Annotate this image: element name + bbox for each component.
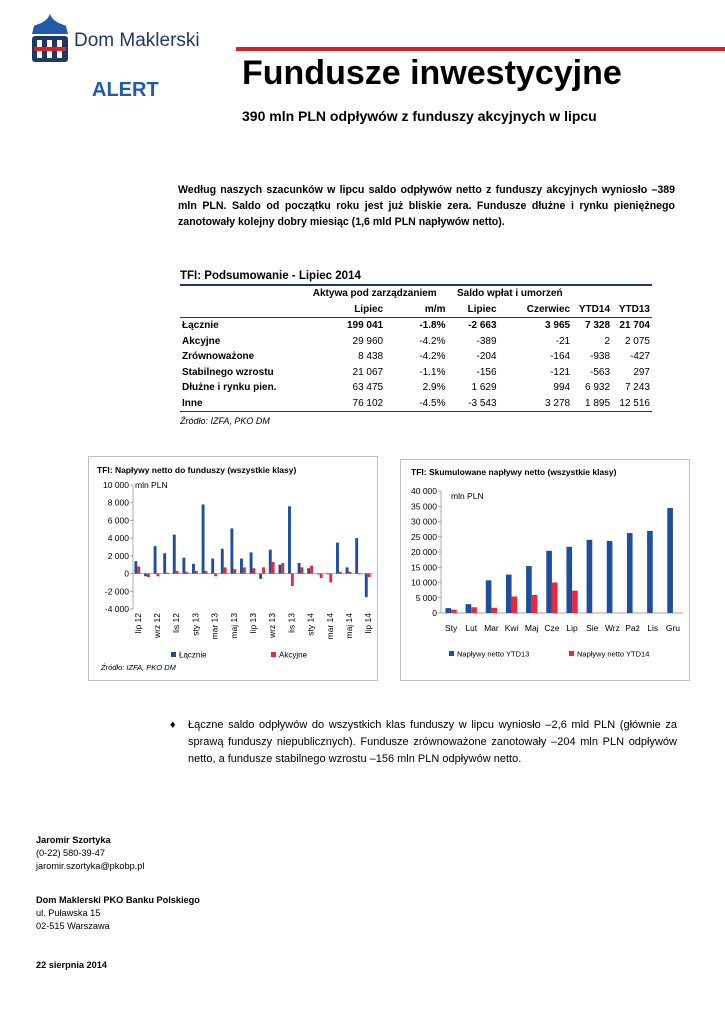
bar-napływy-netto-ytd14 (572, 591, 578, 613)
bar-akcyjne (320, 574, 323, 578)
bar-napływy-netto-ytd13 (526, 566, 532, 613)
bar-napływy-netto-ytd13 (667, 508, 673, 613)
x-tick-label: Gru (665, 623, 681, 633)
bar-akcyjne (291, 574, 294, 586)
bar-napływy-netto-ytd13 (445, 608, 451, 613)
y-tick-label: 0 (432, 608, 437, 618)
bar-łącznie (240, 559, 243, 574)
chart-net-flows-svg (89, 457, 377, 680)
chart-cumulative-flows-svg (401, 460, 689, 680)
brand-name: Dom Maklerski (74, 30, 200, 51)
y-tick-label: 2 000 (107, 550, 129, 561)
x-tick-label: lip 14 (363, 613, 374, 634)
y-tick-label: -2 000 (104, 586, 129, 597)
x-tick-label: Sty (444, 623, 458, 633)
bar-napływy-netto-ytd13 (486, 580, 492, 613)
x-tick-label: mar 14 (324, 613, 335, 640)
y-axis-label: mln PLN (451, 491, 484, 501)
table-header: Czerwiec (499, 302, 573, 318)
bar-łącznie (192, 564, 195, 574)
x-tick-label: maj 14 (344, 613, 354, 639)
table-header: m/m (385, 302, 447, 318)
x-tick-label: Sie (586, 623, 599, 633)
x-tick-label: wrz 12 (152, 613, 162, 639)
bar-akcyjne (205, 571, 208, 574)
bar-łącznie (173, 535, 176, 574)
pko-logo-icon (28, 14, 72, 66)
bar-akcyjne (301, 567, 304, 573)
x-tick-label: maj 13 (228, 613, 239, 639)
y-tick-label: 6 000 (107, 515, 129, 526)
bar-akcyjne (185, 572, 188, 574)
x-tick-label: Maj (524, 623, 539, 633)
x-tick-label: Lis (647, 623, 659, 633)
bar-akcyjne (310, 566, 313, 574)
table-row: Łącznie 199 041 -1.8% -2 663 3 965 7 328 21 704 (180, 318, 652, 334)
bar-łącznie (346, 567, 349, 573)
lead-paragraph: Według naszych szacunków w lipcu saldo odpływów netto z funduszy akcyjnych wyniosło –389 mln PLN. Saldo od początku roku jest już bliskie zera. Fundusze dłużne i rynku pieniężnego zanotowały kolejny dobry miesiąc (1,6 mld PLN napływów netto). (178, 184, 675, 228)
bar-łącznie (154, 546, 157, 573)
bar-akcyjne (253, 568, 256, 573)
company-street: ul. Puławska 15 (36, 908, 101, 918)
page-subtitle: 390 mln PLN odpływów z funduszy akcyjnych w lipcu (242, 108, 597, 124)
bullet-paragraph: ♦ Łączne saldo odpływów do wszystkich klas funduszy w lipcu wyniosło –2,6 mld PLN (głównie za sprawą funduszy niepublicznych). Fundusze zrównoważone zanotowały –204 mln PLN odpływów netto, a fundusze stabilnego wzrostu –156 mln PLN odpływów netto. (170, 719, 677, 765)
table-row: Inne 76 102 -4.5% -3 543 3 278 1 895 12 516 (180, 396, 652, 412)
bar-akcyjne (329, 574, 332, 583)
legend-swatch (569, 651, 574, 656)
legend-swatch (171, 652, 176, 657)
bar-akcyjne (214, 574, 217, 577)
bar-akcyjne (358, 574, 361, 575)
legend-label: Łącznie (179, 650, 207, 660)
bar-napływy-netto-ytd14 (532, 595, 538, 613)
y-tick-label: 40 000 (411, 486, 437, 496)
table-row: Dłużne i rynku pien. 63 475 2.9% 1 629 994 6 932 7 243 (182, 382, 650, 394)
chart-source: Źródło: IZFA, PKO DM (101, 663, 176, 672)
bar-łącznie (134, 561, 137, 573)
y-axis-label: mln PLN (135, 480, 168, 490)
bar-łącznie (163, 553, 166, 573)
y-tick-label: 5 000 (415, 592, 437, 603)
bar-łącznie (336, 543, 339, 574)
x-tick-label: Paź (625, 623, 640, 633)
y-tick-label: 0 (124, 568, 129, 579)
table-row: Zrównoważone 8 438 -4.2% -204 -164 -938 -427 (182, 351, 650, 363)
x-tick-label: lis 13 (286, 613, 297, 633)
author-phone: (0-22) 580-39-47 (36, 848, 105, 858)
bar-akcyjne (224, 567, 227, 573)
bar-łącznie (144, 574, 147, 577)
x-tick-label: wrz 13 (267, 613, 278, 639)
summary-table (180, 270, 652, 426)
bar-akcyjne (349, 572, 352, 574)
bar-akcyjne (281, 563, 284, 574)
bar-napływy-netto-ytd13 (587, 540, 593, 613)
y-tick-label: 10 000 (103, 480, 129, 490)
company-name: Dom Maklerski PKO Banku Polskiego (36, 895, 200, 905)
bar-łącznie (298, 563, 301, 574)
x-tick-label: sty 14 (305, 613, 316, 636)
bar-akcyjne (157, 574, 160, 577)
bar-łącznie (307, 568, 310, 573)
table-source: Źródło: IZFA, PKO DM (180, 416, 270, 426)
bar-akcyjne (166, 573, 169, 574)
legend-swatch (271, 652, 276, 657)
chart-title: TFI: Skumulowane napływy netto (wszystkie klasy) (411, 467, 617, 477)
bar-napływy-netto-ytd14 (491, 608, 497, 613)
bar-napływy-netto-ytd13 (607, 541, 613, 613)
x-tick-label: Mar (484, 623, 499, 633)
table-group-flows: Saldo wpłat i umorzeń (456, 288, 563, 300)
x-tick-label: mar 13 (209, 613, 220, 640)
y-tick-label: 20 000 (411, 547, 437, 557)
page-title: Fundusze inwestycyjne (242, 54, 622, 92)
bar-łącznie (202, 504, 205, 573)
bar-napływy-netto-ytd14 (552, 583, 558, 614)
bar-napływy-netto-ytd14 (512, 597, 518, 613)
bar-akcyjne (233, 569, 236, 573)
x-tick-label: Cze (544, 623, 560, 633)
y-tick-label: 15 000 (411, 562, 437, 573)
chart-title: TFI: Napływy netto do funduszy (wszystkie klasy) (97, 465, 297, 475)
x-tick-label: lis 12 (171, 613, 182, 633)
table-header: YTD14 (572, 302, 612, 318)
y-tick-label: 4 000 (107, 533, 129, 544)
bar-łącznie (278, 565, 281, 574)
table-row: Akcyjne 29 960 -4.2% -389 -21 2 2 075 (182, 335, 650, 347)
bar-akcyjne (262, 567, 265, 573)
bar-napływy-netto-ytd14 (451, 610, 457, 613)
table-row: Stabilnego wzrostu 21 067 -1.1% -156 -121 -563 297 (182, 366, 650, 378)
bar-akcyjne (195, 571, 198, 574)
bar-akcyjne (147, 574, 150, 578)
chart-cumulative-flows (400, 459, 690, 681)
company-block (36, 894, 200, 933)
x-tick-label: lip 12 (132, 613, 143, 634)
author-name: Jaromir Szortyka (36, 835, 111, 845)
y-tick-label: 10 000 (411, 577, 437, 588)
y-tick-label: -4 000 (104, 604, 129, 614)
bar-napływy-netto-ytd13 (506, 575, 512, 613)
publish-date: 22 sierpnia 2014 (36, 960, 107, 970)
bar-łącznie (259, 574, 262, 579)
header-rule (236, 47, 725, 51)
x-tick-label: lip 13 (248, 613, 258, 634)
x-tick-label: Lip (566, 623, 578, 633)
y-tick-label: 35 000 (411, 501, 437, 512)
bar-napływy-netto-ytd14 (471, 607, 477, 613)
bar-łącznie (250, 552, 253, 573)
bar-akcyjne (272, 562, 275, 574)
legend-label: Akcyjne (279, 650, 308, 660)
bar-łącznie (269, 550, 272, 574)
table-group-assets: Aktywa pod zarządzaniem (312, 288, 437, 300)
table-header: Lipiec (302, 302, 385, 318)
bar-akcyjne (339, 572, 342, 574)
x-tick-label: Kwi (504, 623, 519, 633)
bar-napływy-netto-ytd13 (566, 547, 572, 613)
bar-akcyjne (368, 574, 371, 577)
bar-akcyjne (243, 567, 246, 573)
legend-swatch (449, 651, 454, 656)
alert-label: ALERT (92, 79, 159, 101)
bar-napływy-netto-ytd13 (546, 551, 552, 613)
bar-łącznie (355, 538, 358, 573)
bar-akcyjne (176, 571, 179, 574)
bar-napływy-netto-ytd13 (627, 533, 633, 613)
x-tick-label: sty 13 (190, 613, 201, 636)
legend-label: Napływy netto YTD14 (577, 649, 650, 659)
table-header: Lipiec (447, 302, 498, 318)
bar-łącznie (326, 574, 329, 575)
bar-akcyjne (137, 566, 140, 573)
bar-łącznie (182, 558, 185, 574)
bar-napływy-netto-ytd13 (466, 604, 472, 613)
x-tick-label: Lut (465, 623, 478, 633)
diamond-bullet-icon: ♦ (170, 719, 176, 731)
bar-łącznie (211, 559, 214, 574)
bar-łącznie (288, 506, 291, 573)
legend-label: Napływy netto YTD13 (457, 649, 530, 659)
company-city: 02-515 Warszawa (36, 921, 110, 931)
bar-łącznie (365, 574, 368, 598)
table-header: YTD13 (612, 302, 652, 318)
author-email[interactable]: jaromir.szortyka@pkobp.pl (36, 861, 145, 871)
y-tick-label: 8 000 (107, 497, 129, 508)
bar-napływy-netto-ytd13 (647, 531, 653, 613)
chart-net-flows (88, 456, 378, 681)
author-block (36, 834, 144, 873)
bar-łącznie (230, 528, 233, 573)
table-title: TFI: Podsumowanie - Lipiec 2014 (180, 270, 652, 286)
bar-łącznie (221, 549, 224, 574)
y-tick-label: 25 000 (411, 531, 437, 542)
x-tick-label: Wrz (604, 623, 620, 633)
y-tick-label: 30 000 (411, 516, 437, 527)
bar-łącznie (317, 574, 320, 575)
